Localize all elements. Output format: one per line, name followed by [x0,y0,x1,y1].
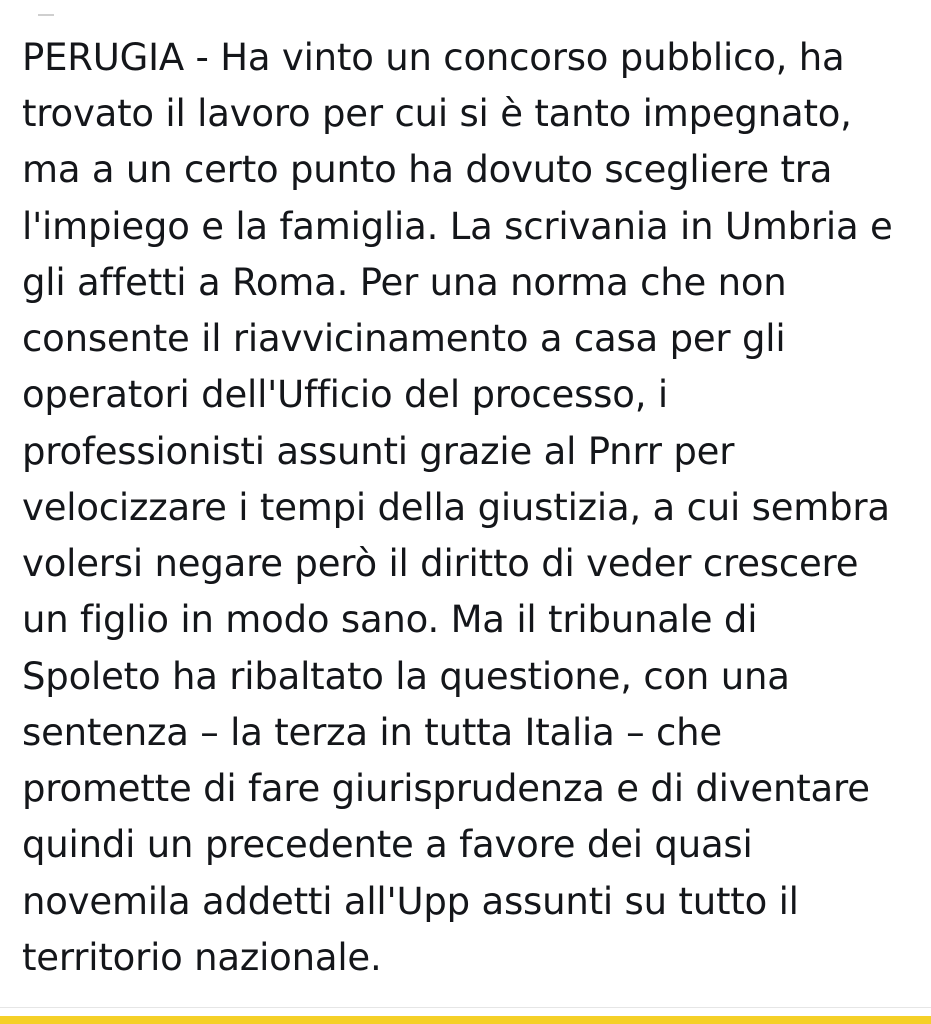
bottom-accent-strip [0,1016,931,1024]
article-body [0,30,931,1007]
top-marker-row [0,0,931,30]
article-paragraph: PERUGIA - Ha vinto un concorso pubblico, ha trovato il lavoro per cui si è tanto impegnato, ma a un certo punto ha dovuto scegliere tra l'impiego e la famiglia. La scrivania in Umbria e gli affetti a Roma. Per una norma che non consente il riavvicinamento a casa per gli operatori dell'Ufficio del processo, i professionisti assunti grazie al Pnrr per velocizzare i tempi della giustizia, a cui sembra volersi negare però il diritto di veder crescere un figlio in modo sano. Ma il tribunale di Spoleto ha ribaltato la questione, con una sentenza – la terza in tutta Italia – che promette di fare giurisprudenza e di diventare quindi un precedente a favore dei quasi novemila addetti all'Upp assunti su tutto il territorio nazionale. [22,36,893,979]
bottom-bar [0,1007,931,1024]
drag-handle-marker-icon [38,14,54,16]
